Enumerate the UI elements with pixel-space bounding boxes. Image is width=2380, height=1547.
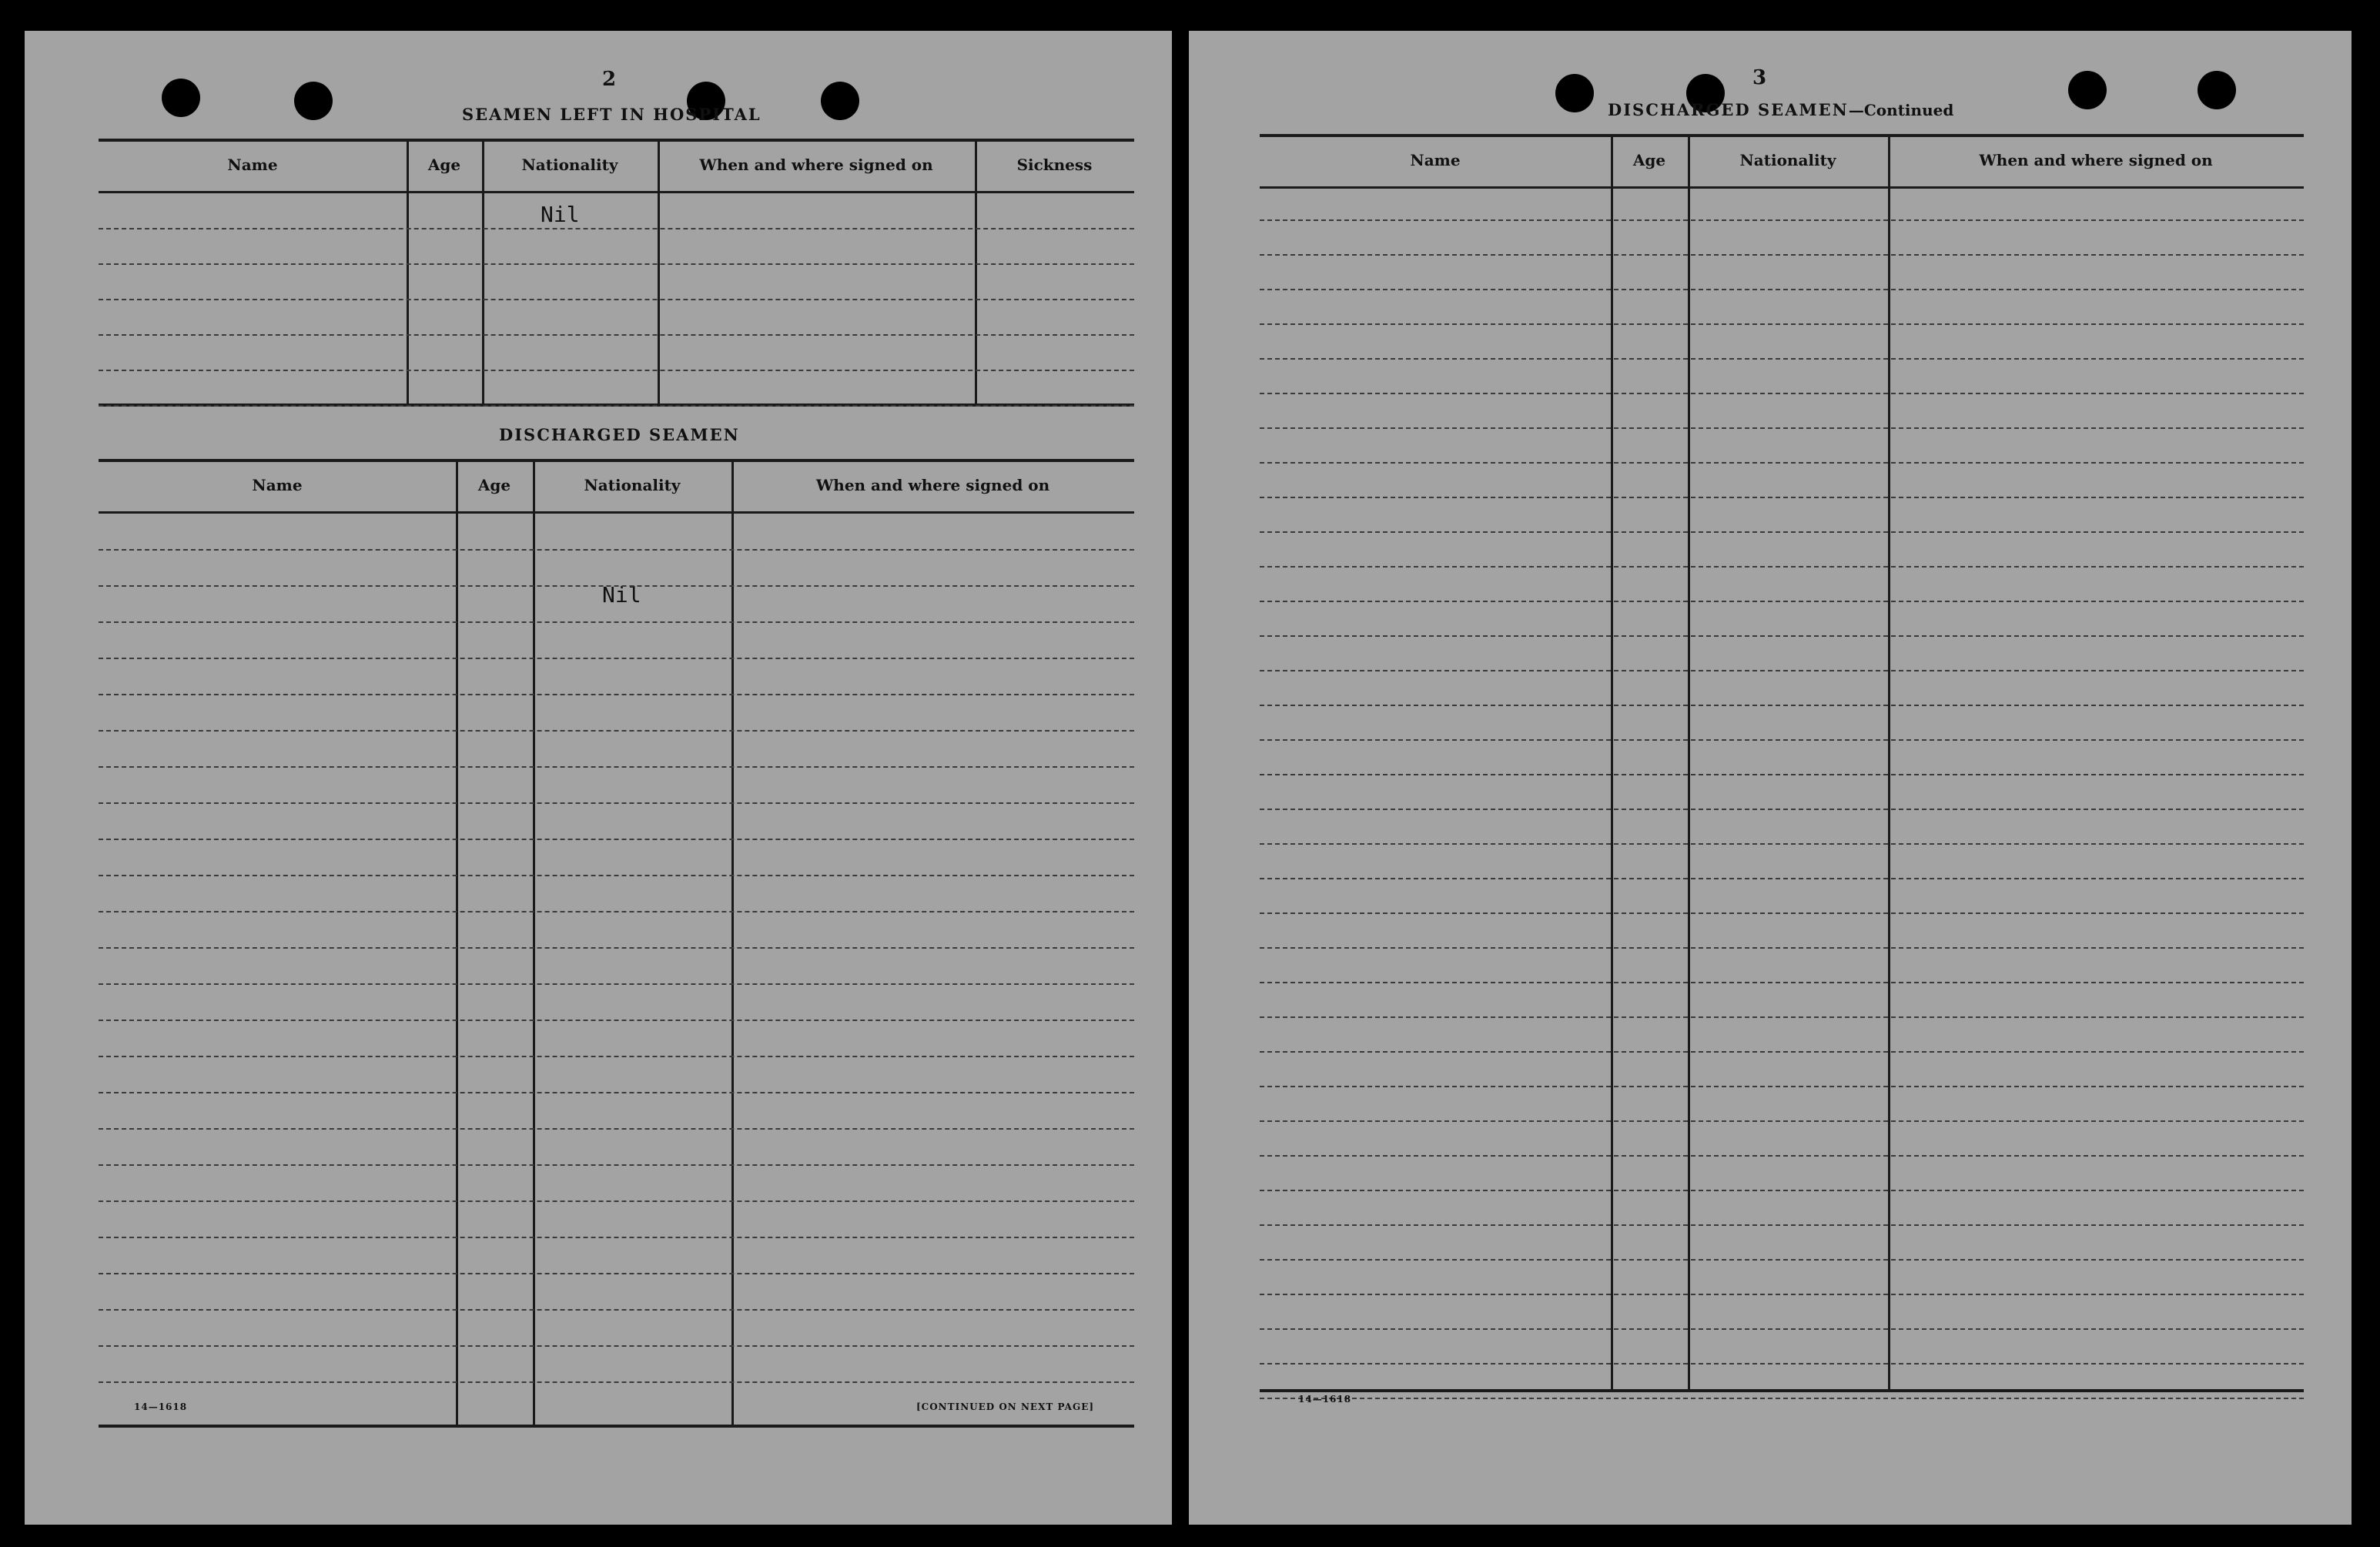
row-rule <box>1260 1224 2304 1226</box>
row-rule <box>99 585 1134 587</box>
row-rule <box>1260 1120 2304 1122</box>
form-number: 14—1618 <box>134 1401 188 1412</box>
row-rule <box>99 621 1134 623</box>
row-rule <box>1260 1051 2304 1053</box>
column-header-nationality: Nationality <box>584 476 681 494</box>
row-rule <box>99 1273 1134 1274</box>
row-rule <box>1260 1155 2304 1157</box>
row-rule <box>99 694 1134 695</box>
page-number: 3 <box>1752 66 1767 89</box>
row-rule <box>1260 323 2304 325</box>
row-rule <box>99 299 1134 300</box>
row-rule <box>1260 289 2304 290</box>
hospital-table <box>99 139 1134 407</box>
table-header <box>99 462 1134 514</box>
page-number: 2 <box>602 68 617 91</box>
row-rule <box>99 1345 1134 1347</box>
row-rule <box>1260 635 2304 637</box>
table-bottom-rule <box>1260 1389 2304 1392</box>
row-rule <box>1260 774 2304 775</box>
row-rule <box>1260 358 2304 360</box>
row-rule <box>1260 1398 2304 1399</box>
row-rule <box>1260 531 2304 533</box>
punch-hole <box>162 79 200 117</box>
row-rule <box>1260 601 2304 602</box>
row-rule <box>1260 219 2304 221</box>
row-rule <box>99 875 1134 876</box>
table-header <box>1260 137 2304 189</box>
row-rule <box>99 228 1134 229</box>
column-header-age: Age <box>427 156 461 174</box>
row-rule <box>1260 809 2304 810</box>
row-rule <box>99 1092 1134 1093</box>
column-divider <box>456 462 458 1425</box>
row-rule <box>99 1381 1134 1383</box>
title-continued: —Continued <box>1848 101 1954 119</box>
punch-hole <box>294 82 333 120</box>
row-rule <box>99 802 1134 804</box>
row-rule <box>99 1020 1134 1021</box>
row-rule <box>1260 982 2304 983</box>
row-rule <box>1260 1363 2304 1365</box>
column-header-name: Name <box>227 156 278 174</box>
row-rule <box>1260 254 2304 256</box>
row-rule <box>99 405 1134 407</box>
row-rule <box>99 370 1134 371</box>
row-rule <box>1260 843 2304 845</box>
row-rule <box>1260 462 2304 464</box>
column-header-signed-on: When and where signed on <box>699 156 933 174</box>
row-rule <box>99 658 1134 659</box>
row-rule <box>1260 947 2304 949</box>
table-header <box>99 142 1134 193</box>
column-divider <box>975 142 977 403</box>
continued-note: [CONTINUED ON NEXT PAGE] <box>916 1401 1095 1412</box>
column-header-signed-on: When and where signed on <box>1979 151 2213 169</box>
row-rule <box>99 1200 1134 1202</box>
row-rule <box>1260 497 2304 498</box>
row-rule <box>99 730 1134 732</box>
row-rule <box>99 1056 1134 1057</box>
row-rule <box>99 334 1134 336</box>
row-rule <box>99 983 1134 985</box>
column-header-signed-on: When and where signed on <box>815 476 1050 494</box>
row-rule <box>1260 1259 2304 1261</box>
column-header-sickness: Sickness <box>1016 156 1093 174</box>
row-rule <box>1260 393 2304 394</box>
column-divider <box>533 462 535 1425</box>
discharged-section-title: DISCHARGED SEAMEN <box>499 425 740 444</box>
right-section-title <box>1608 100 1953 119</box>
row-rule <box>1260 912 2304 914</box>
right-page <box>1189 31 2352 1525</box>
left-page <box>25 31 1172 1525</box>
punch-hole <box>2198 71 2236 109</box>
row-rule <box>1260 1294 2304 1295</box>
column-divider <box>482 142 484 403</box>
row-rule <box>1260 739 2304 741</box>
column-header-nationality: Nationality <box>1739 151 1836 169</box>
title-main: DISCHARGED SEAMEN <box>1608 100 1849 119</box>
punch-hole <box>821 82 859 120</box>
row-rule <box>99 1237 1134 1238</box>
column-divider <box>407 142 409 403</box>
row-rule <box>1260 878 2304 879</box>
row-rule <box>99 947 1134 949</box>
row-rule <box>1260 1086 2304 1087</box>
row-rule <box>99 1309 1134 1311</box>
row-rule <box>1260 427 2304 429</box>
column-header-age: Age <box>477 476 511 494</box>
row-rule <box>1260 566 2304 568</box>
row-rule <box>99 1128 1134 1130</box>
column-header-name: Name <box>1410 151 1461 169</box>
column-header-nationality: Nationality <box>521 156 618 174</box>
row-rule <box>1260 670 2304 671</box>
discharged-continued-table <box>1260 134 2304 1431</box>
row-rule <box>99 1164 1134 1166</box>
discharged-table <box>99 459 1134 1440</box>
row-rule <box>99 911 1134 912</box>
column-header-name: Name <box>252 476 303 494</box>
column-divider <box>731 462 734 1425</box>
row-rule <box>99 839 1134 840</box>
row-rule <box>1260 1328 2304 1330</box>
discharged-entry-nil: Nil <box>602 582 641 608</box>
punch-hole <box>2068 71 2107 109</box>
hospital-section-title: SEAMEN LEFT IN HOSPITAL <box>462 105 762 124</box>
column-divider <box>658 142 660 403</box>
hospital-entry-nil: Nil <box>541 202 580 227</box>
row-rule <box>99 263 1134 265</box>
row-rule <box>1260 705 2304 706</box>
column-header-age: Age <box>1632 151 1666 169</box>
row-rule <box>99 766 1134 768</box>
table-bottom-rule <box>99 1425 1134 1428</box>
row-rule <box>99 549 1134 551</box>
punch-hole <box>1555 74 1594 112</box>
row-rule <box>1260 1016 2304 1018</box>
row-rule <box>1260 1190 2304 1191</box>
form-number: 14—1618 <box>1298 1394 1352 1405</box>
